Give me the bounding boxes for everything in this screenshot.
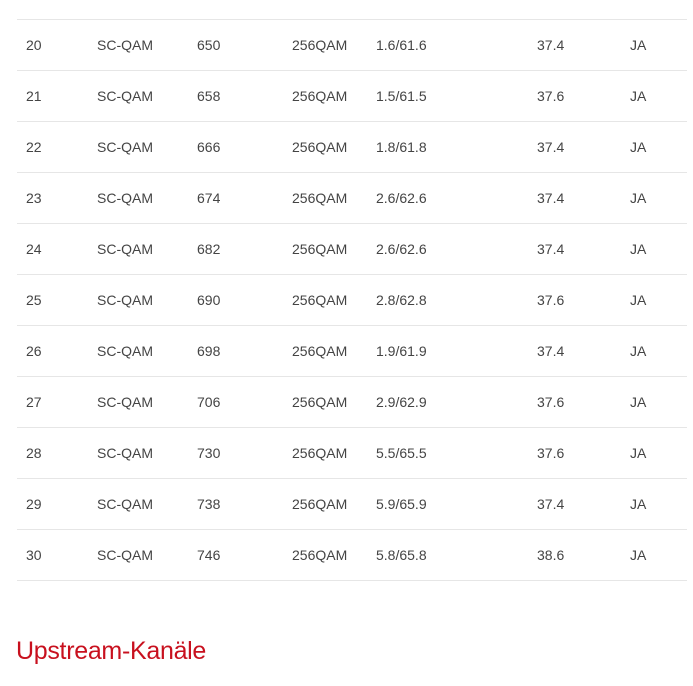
modulation-cell: 256QAM [292,326,376,377]
channel-type-cell: SC-QAM [97,173,197,224]
channel-id-cell: 25 [17,275,97,326]
table-row [17,428,687,479]
frequency-cell: 690 [197,275,292,326]
table-row [17,20,687,71]
modulation-cell: 256QAM [292,428,376,479]
table-row [17,122,687,173]
snr-cell: 37.6 [537,377,630,428]
channel-type-cell: SC-QAM [97,377,197,428]
channel-type-cell: SC-QAM [97,20,197,71]
power-level-cell: 2.6/62.6 [376,173,537,224]
power-level-cell: 2.8/62.8 [376,275,537,326]
channel-id-cell: 26 [17,326,97,377]
table-row [17,224,687,275]
snr-cell: 37.4 [537,224,630,275]
power-level-cell: 2.6/62.6 [376,224,537,275]
modulation-cell: 256QAM [292,479,376,530]
frequency-cell: 698 [197,326,292,377]
power-level-cell: 1.9/61.9 [376,326,537,377]
channel-id-cell: 22 [17,122,97,173]
locked-status-cell: JA [630,173,687,224]
modulation-cell: 256QAM [292,122,376,173]
frequency-cell: 706 [197,377,292,428]
locked-status-cell: JA [630,530,687,581]
channel-id-cell: 27 [17,377,97,428]
locked-status-cell: JA [630,275,687,326]
channel-type-cell: SC-QAM [97,224,197,275]
downstream-channel-table-container [17,19,687,581]
power-level-cell: 1.8/61.8 [376,122,537,173]
frequency-cell: 666 [197,122,292,173]
locked-status-cell: JA [630,479,687,530]
power-level-cell: 5.9/65.9 [376,479,537,530]
channel-id-cell: 29 [17,479,97,530]
modulation-cell: 256QAM [292,275,376,326]
power-level-cell: 5.5/65.5 [376,428,537,479]
locked-status-cell: JA [630,428,687,479]
power-level-cell: 1.5/61.5 [376,71,537,122]
table-row [17,173,687,224]
locked-status-cell: JA [630,326,687,377]
table-row [17,377,687,428]
channel-type-cell: SC-QAM [97,71,197,122]
locked-status-cell: JA [630,122,687,173]
locked-status-cell: JA [630,377,687,428]
snr-cell: 37.4 [537,122,630,173]
table-row [17,530,687,581]
frequency-cell: 658 [197,71,292,122]
power-level-cell: 5.8/65.8 [376,530,537,581]
channel-type-cell: SC-QAM [97,479,197,530]
locked-status-cell: JA [630,224,687,275]
channel-id-cell: 21 [17,71,97,122]
channel-type-cell: SC-QAM [97,326,197,377]
modulation-cell: 256QAM [292,71,376,122]
channel-id-cell: 24 [17,224,97,275]
frequency-cell: 738 [197,479,292,530]
power-level-cell: 1.6/61.6 [376,20,537,71]
channel-type-cell: SC-QAM [97,428,197,479]
modulation-cell: 256QAM [292,20,376,71]
modulation-cell: 256QAM [292,377,376,428]
downstream-channel-table-body [17,20,687,581]
snr-cell: 37.4 [537,173,630,224]
channel-id-cell: 30 [17,530,97,581]
upstream-channels-heading: Upstream-Kanäle [16,637,207,665]
snr-cell: 37.6 [537,428,630,479]
locked-status-cell: JA [630,71,687,122]
table-row [17,71,687,122]
table-row [17,479,687,530]
channel-id-cell: 23 [17,173,97,224]
snr-cell: 38.6 [537,530,630,581]
modulation-cell: 256QAM [292,173,376,224]
channel-type-cell: SC-QAM [97,275,197,326]
downstream-channel-table [17,20,687,581]
locked-status-cell: JA [630,20,687,71]
snr-cell: 37.4 [537,20,630,71]
frequency-cell: 682 [197,224,292,275]
frequency-cell: 746 [197,530,292,581]
channel-type-cell: SC-QAM [97,122,197,173]
frequency-cell: 674 [197,173,292,224]
frequency-cell: 650 [197,20,292,71]
power-level-cell: 2.9/62.9 [376,377,537,428]
channel-type-cell: SC-QAM [97,530,197,581]
table-row [17,326,687,377]
frequency-cell: 730 [197,428,292,479]
modulation-cell: 256QAM [292,530,376,581]
snr-cell: 37.4 [537,326,630,377]
channel-id-cell: 20 [17,20,97,71]
snr-cell: 37.4 [537,479,630,530]
modulation-cell: 256QAM [292,224,376,275]
snr-cell: 37.6 [537,71,630,122]
table-row [17,275,687,326]
snr-cell: 37.6 [537,275,630,326]
channel-id-cell: 28 [17,428,97,479]
